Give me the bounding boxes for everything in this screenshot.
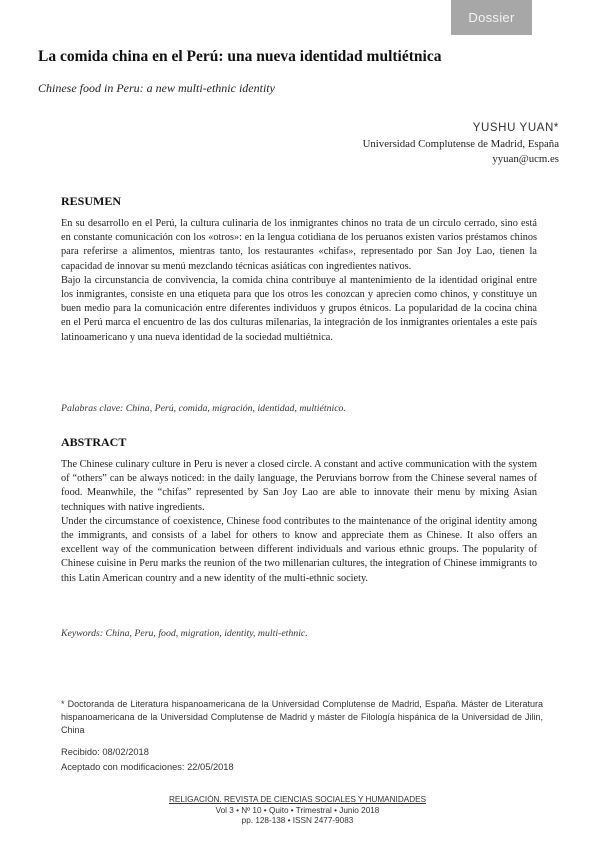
received-date: Recibido: 08/02/2018 [61,747,149,757]
journal-name: RELIGACIÓN. REVISTA DE CIENCIAS SOCIALES Y HUMANIDADES [168,795,427,804]
journal-pages: pp. 128-138 • ISSN 2477-9083 [241,816,354,825]
journal-footer [0,795,595,827]
article-title-english: Chinese food in Peru: a new multi-ethnic identity [38,81,275,95]
author-block [363,121,559,168]
abstract-section [61,435,537,586]
section-tab: Dossier [451,0,532,35]
abstract-paragraph: The Chinese culinary culture in Peru is never a closed circle. A constant and active communication with the system of “others” can be always noticed: in the daily language, the Peruvians borrow from the Chinese several names of food. Meanwhile, the “chifas” represented by San Joy Lao are able to innovate their menu by mixing Asian techniques with native ingredients. [61,459,537,513]
journal-issue: Vol 3 • Nº 10 • Quito • Trimestral • Junio 2018 [215,805,380,815]
resumen-heading: RESUMEN [61,194,122,208]
abstract-paragraph: Under the circumstance of coexistence, Chinese food contributes to the maintenance of the original identity among the immigrants, and consists of a label for others to know and appreciate them as Chinese. It also offers an excellent way of the communication between different individuals and various ethnic groups. The popularity of Chinese cuisine in Peru marks the reunion of the two millenarian cultures, the integration of Chinese immigrants to this Latin American country and a new identity of the multi-ethnic society. [61,515,537,584]
author-email: yyuan@ucm.es [492,153,559,165]
submission-dates [61,745,234,774]
abstract-keywords: Keywords: China, Peru, food, migration, identity, multi-ethnic. [61,628,308,639]
accepted-date: Aceptado con modificaciones: 22/05/2018 [61,761,234,772]
resumen-paragraph: En su desarrollo en el Perú, la cultura culinaria de los inmigrantes chinos no trata de un círculo cerrado, sino está en constante comunicación con los «otros»: en la lengua cotidiana de los peruanos existen varios préstamos chinos para referirse a alimentos, mientras tanto, los restaurantes «chifas», representado por San Joy Lao, tienen la capacidad de innovar su menú mezclando técnicas asiáticas con ingredientes nativos. [61,218,537,272]
author-affiliation: Universidad Complutense de Madrid, España [362,137,559,150]
resumen-paragraph: Bajo la circunstancia de convivencia, la comida china contribuye al mantenimiento de la identidad original entre los inmigrantes, consiste en una etiqueta para que los otros les conozcan y aprecien como chinos, y constituye un buen medio para la comunicación entre diferentes individuos y grupos étnicos. La popularidad de la cocina china en el Perú marca el encuentro de las dos culturas milenarias, la integración de los inmigrantes orientales a este país latinoamericano y una nueva identidad de la sociedad multiétnica. [61,274,537,343]
author-footnote: * Doctoranda de Literatura hispanoamericana de la Universidad Complutense de Madrid, España. Máster de Literatura hispanoamericana de la Universidad Complutense de Madrid y máster de Filología hispánica de la Universidad de Jilin, China [61,699,543,735]
resumen-section [61,194,537,345]
author-name: YUSHU YUAN* [472,122,559,134]
article-title-spanish: La comida china en el Perú: una nueva identidad multiétnica [38,48,442,65]
abstract-heading: ABSTRACT [61,435,127,449]
resumen-keywords: Palabras clave: China, Perú, comida, migración, identidad, multiétnico. [61,403,346,414]
